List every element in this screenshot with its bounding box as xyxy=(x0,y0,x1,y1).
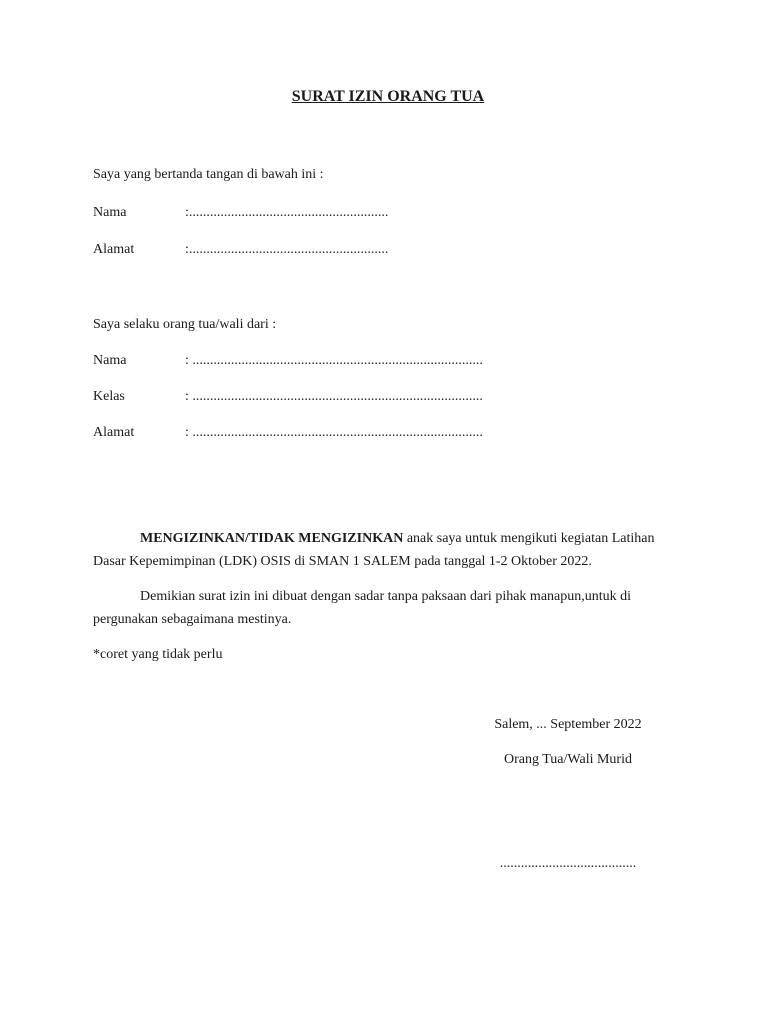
section2-label-alamat: Alamat xyxy=(93,425,135,440)
section2-field-kelas: : ................................................................................... xyxy=(185,389,483,404)
footnote: *coret yang tidak perlu xyxy=(93,647,223,662)
section1-label-nama: Nama xyxy=(93,205,127,220)
section1-field-alamat: :......................................................... xyxy=(185,242,389,257)
document-title: SURAT IZIN ORANG TUA xyxy=(291,88,485,105)
permission-choice: MENGIZINKAN/TIDAK MENGIZINKAN xyxy=(140,531,404,546)
section2-field-alamat: : ................................................................................... xyxy=(185,425,483,440)
section2-intro: Saya selaku orang tua/wali dari : xyxy=(93,317,277,332)
signer-role: Orang Tua/Wali Murid xyxy=(504,752,632,767)
section1-field-nama: :......................................................... xyxy=(185,205,389,220)
section2-label-nama: Nama xyxy=(93,353,127,368)
signature-line: ....................................... xyxy=(499,856,637,871)
section2-field-nama: : ................................................................................... xyxy=(185,353,483,368)
section1-intro: Saya yang bertanda tangan di bawah ini : xyxy=(93,167,324,182)
place-date: Salem, ... September 2022 xyxy=(494,717,642,732)
section1-label-alamat: Alamat xyxy=(93,242,135,257)
permission-details: anak saya untuk mengikuti kegiatan Latihan Dasar Kepemimpinan (LDK) OSIS di SMAN 1 SALEM pada tanggal 1-2 Oktober 2022. xyxy=(93,531,655,569)
closing-paragraph: Demikian surat izin ini dibuat dengan sadar tanpa paksaan dari pihak manapun,untuk di pergunakan sebagaimana mestinya. xyxy=(93,589,632,627)
section2-label-kelas: Kelas xyxy=(93,389,125,404)
permission-paragraph xyxy=(93,527,673,573)
